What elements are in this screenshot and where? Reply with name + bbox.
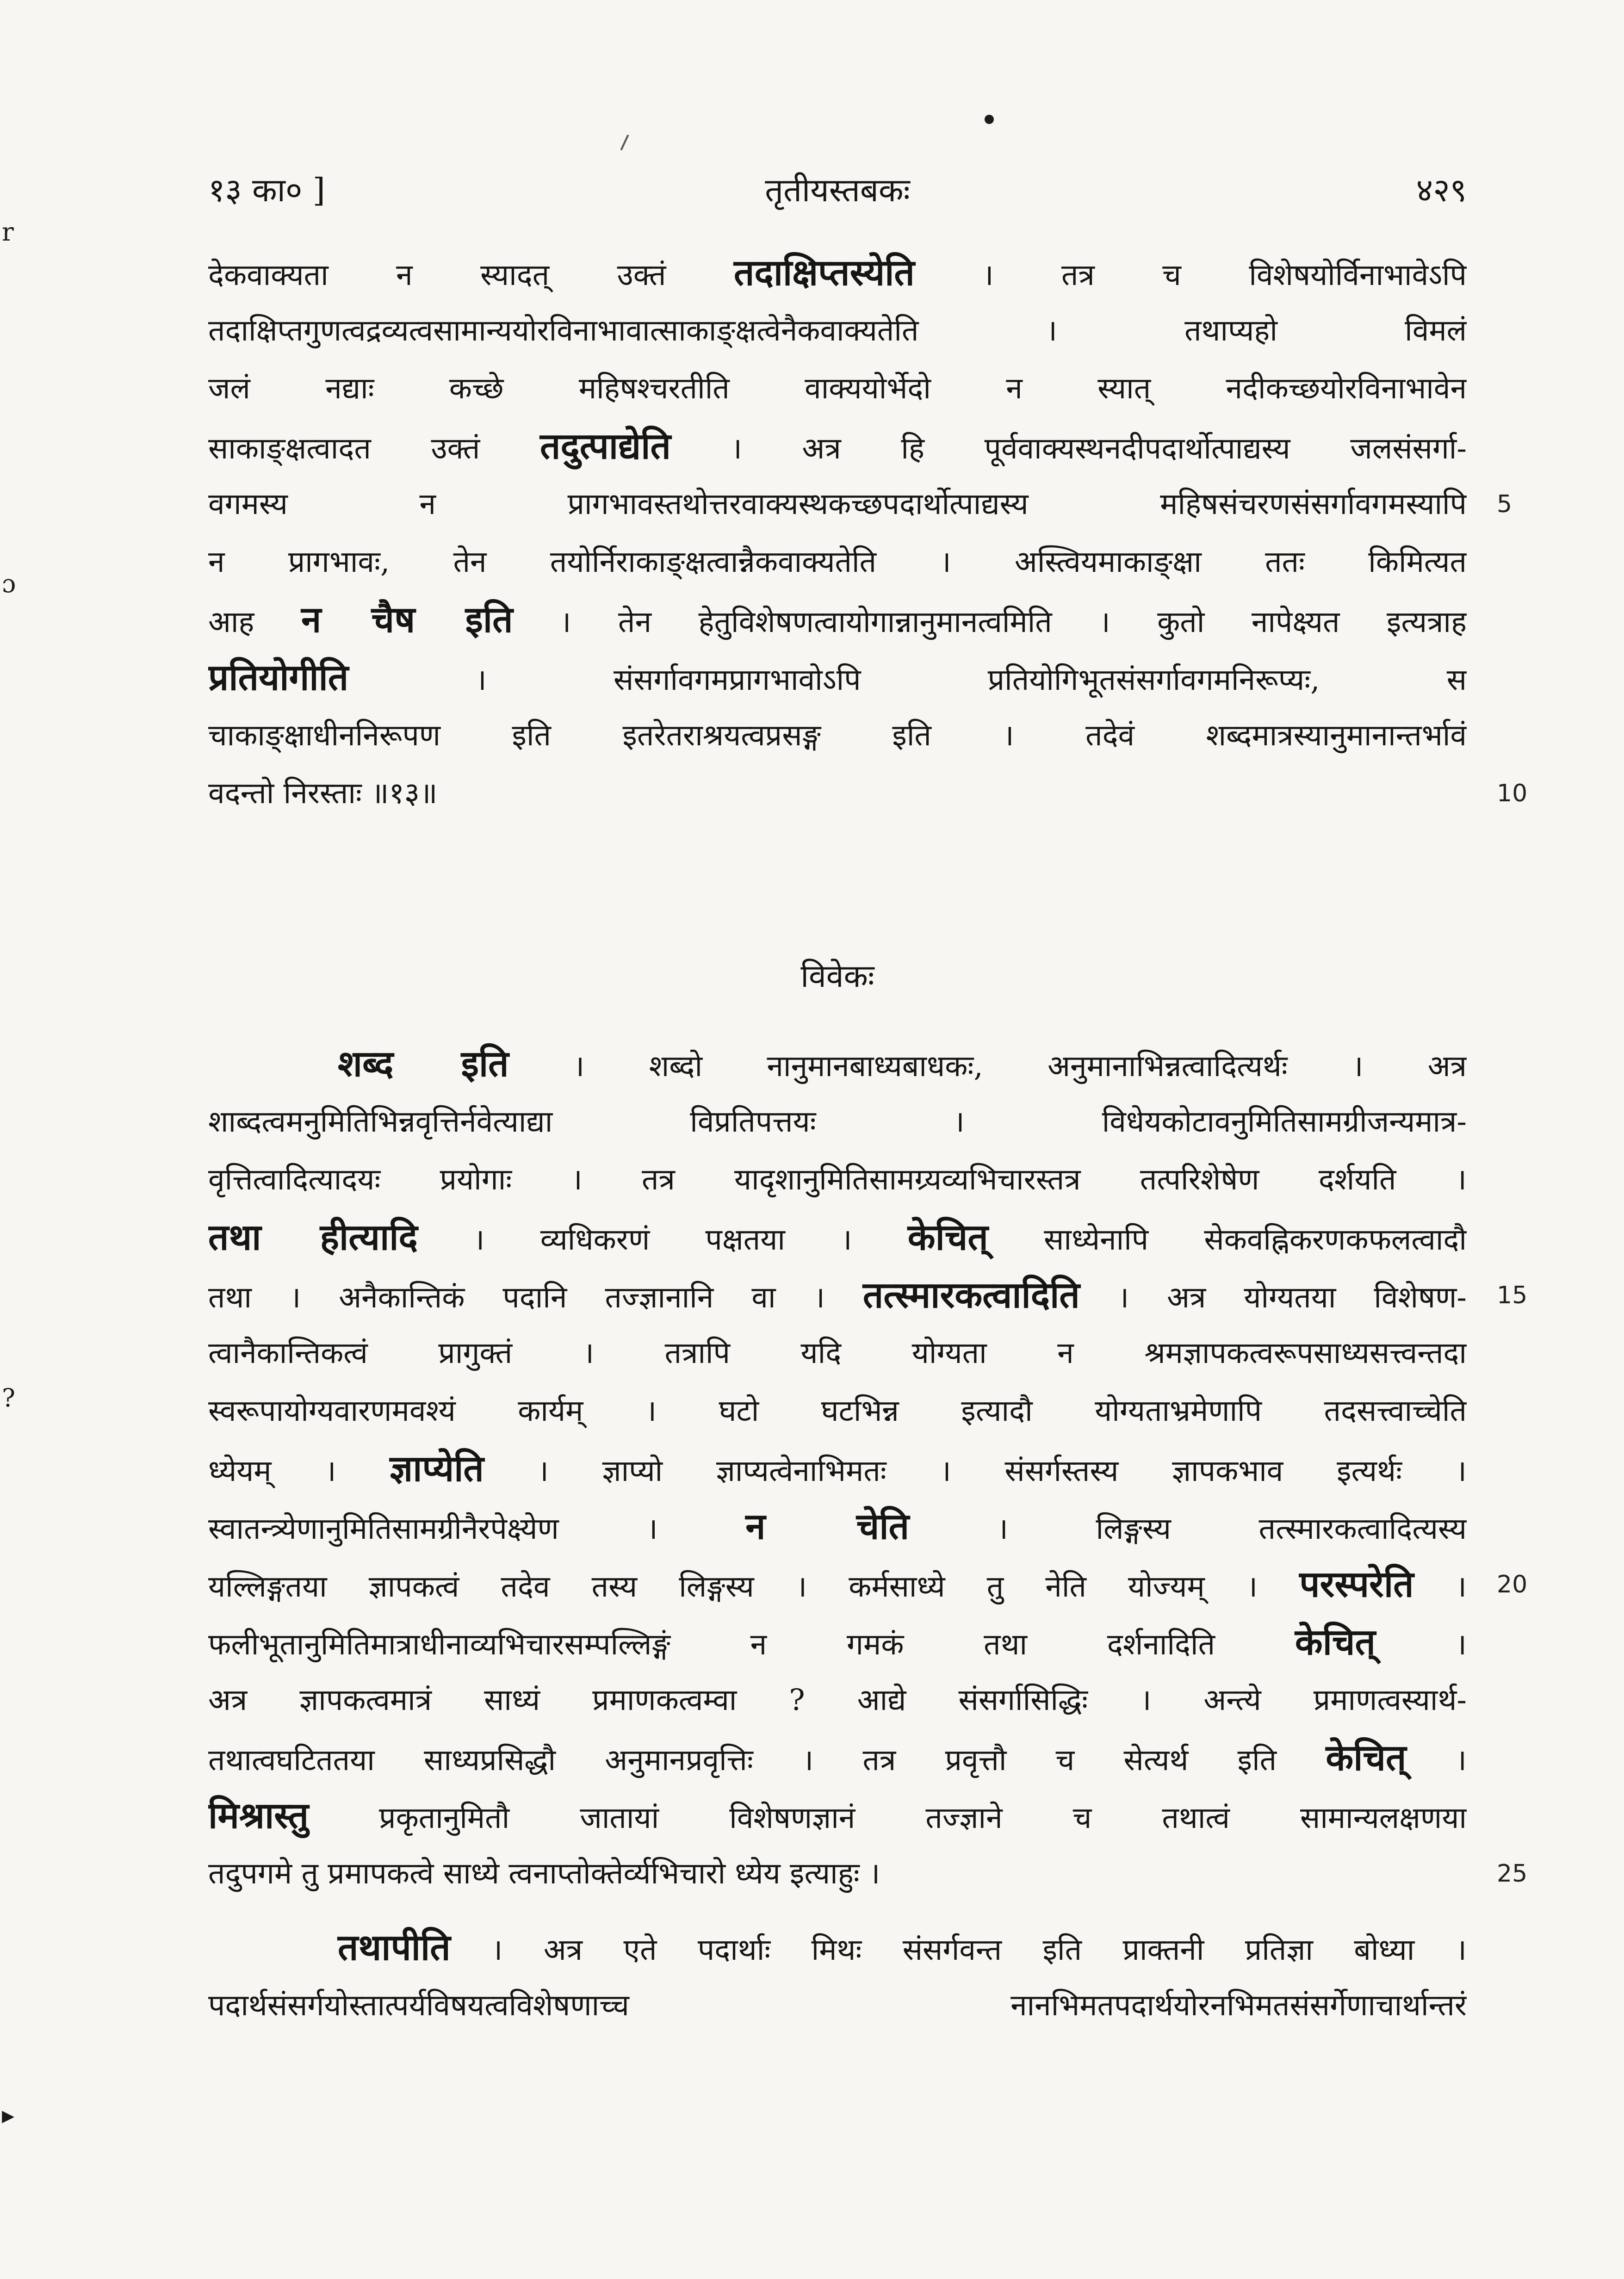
keyword-term: परस्परेति <box>1299 1563 1414 1605</box>
line-number: 10 <box>1497 780 1528 807</box>
keyword-term: तत्स्मारकत्वादिति <box>862 1274 1080 1316</box>
keyword-term: मिश्रास्तु <box>208 1795 309 1837</box>
text-run: । <box>1375 1628 1467 1662</box>
text-run: । अत्र योग्यतया विशेषण- <box>1079 1281 1467 1315</box>
keyword-term: प्रतियोगीति <box>208 656 349 699</box>
text-run: । शब्दो नानुमानबाध्यबाधकः, अनुमानाभिन्नत्वादित्यर्थः । अत्र <box>508 1049 1467 1084</box>
text-run: । तत्र च विशेषयोर्विनाभावेऽपि <box>914 258 1467 292</box>
text-line <box>208 1730 1467 1786</box>
text-line <box>208 1615 1467 1670</box>
text-line <box>208 592 1467 648</box>
text-run: अत्र ज्ञापकत्वमात्रं साध्यं प्रमाणकत्वम्वा ? आद्ये संसर्गासिद्धिः । अन्त्ये प्रमाणत्वस्यार्थ- <box>208 1683 1467 1717</box>
text-line <box>208 1978 1467 2033</box>
header-title: तृतीयस्तबकः <box>765 171 910 209</box>
text-line <box>208 303 1467 359</box>
text-run: । <box>1413 1570 1467 1604</box>
page-number: ४२९ <box>1416 171 1467 209</box>
text-line <box>208 477 1467 532</box>
text-line <box>208 1499 1467 1554</box>
text-run: वृत्तित्वादित्यादयः प्रयोगाः । तत्र यादृशानुमितिसामग्र्यव्यभिचारस्तत्र तत्परिशेषेण दर्शयति । <box>208 1163 1467 1197</box>
text-run: आह <box>208 605 301 639</box>
text-run: प्रकृतानुमितौ जातायां विशेषणज्ञानं तज्ज्ञाने च तथात्वं सामान्यलक्षणया <box>309 1801 1467 1835</box>
text-run: । ज्ञाप्यो ज्ञाप्यत्वेनाभिमतः । संसर्गस्तस्य ज्ञापकभाव इत्यर्थः । <box>483 1454 1467 1488</box>
text-run: तथा । अनैकान्तिकं पदानि तज्ज्ञानानि वा । <box>208 1281 863 1315</box>
text-run: साध्येनापि सेकवह्निकरणकफलत्वादौ <box>988 1223 1467 1257</box>
text-run: यल्लिङ्गतया ज्ञापकत्वं तदेव तस्य लिङ्गस्य । कर्मसाध्ये तु नेति योज्यम् । <box>208 1570 1300 1604</box>
text-run: शाब्दत्वमनुमितिभिन्नवृत्तिर्नवेत्याद्या विप्रतिपत्तयः । विधेयकोटावनुमितिसामग्रीजन्यमात्र- <box>208 1105 1467 1139</box>
text-run: स्वरूपायोग्यवारणमवश्यं कार्यम् । घटो घटभिन्न इत्यादौ योग्यताभ्रमेणापि तदसत्त्वाच्चेति <box>208 1394 1467 1428</box>
text-run: ध्येयम् । <box>208 1454 390 1488</box>
keyword-term: केचित् <box>1326 1737 1407 1779</box>
ink-tick <box>620 135 629 150</box>
text-line <box>208 1557 1467 1612</box>
text-run: पदार्थसंसर्गयोस्तात्पर्यविषयत्वविशेषणाच्च नानभिमतपदार्थयोरनभिमतसंसर्गेणाचार्थान्तरं <box>208 1988 1467 2023</box>
keyword-term: तथा हीत्यादि <box>208 1216 418 1258</box>
text-line <box>208 245 1467 301</box>
text-run: । संसर्गावगमप्रागभावोऽपि प्रतियोगिभूतसंसर्गावगमनिरूप्यः, स <box>348 663 1467 697</box>
line-number: 20 <box>1497 1571 1528 1598</box>
text-run: चाकाङ्क्षाधीननिरूपण इति इतरेतराश्रयत्वप्रसङ्ग इति । तदेवं शब्दमात्रस्यानुमानान्तर्भावं <box>208 718 1467 753</box>
header-chapter: १३ का० ] <box>208 171 325 209</box>
text-run: त्वानैकान्तिकत्वं प्रागुक्तं । तत्रापि यदि योग्यता न श्रमज्ञापकत्वरूपसाध्यसत्त्वन्तदा <box>208 1336 1467 1370</box>
text-run: । अत्र एते पदार्थाः मिथः संसर्गवन्त इति प्राक्तनी प्रतिज्ञा बोध्या । <box>450 1933 1467 1967</box>
margin-mark: ? <box>2 1383 15 1412</box>
keyword-term: केचित् <box>907 1216 988 1258</box>
text-run: फलीभूतानुमितिमात्राधीनाव्यभिचारसम्पल्लिङ्गं न गमकं तथा दर्शनादिति <box>208 1628 1295 1662</box>
text-line <box>208 1325 1467 1381</box>
text-line <box>208 1094 1467 1150</box>
text-run: वदन्तो निरस्ताः ॥१३॥ <box>208 776 438 811</box>
keyword-term: न चैष इति <box>301 599 513 641</box>
text-line <box>208 419 1467 474</box>
section-heading: विवेकः <box>800 958 874 995</box>
text-run: । तेन हेतुविशेषणत्वायोगान्नानुमानत्वमिति । कुतो नापेक्ष्यत इत्यत्राह <box>513 605 1467 639</box>
text-line <box>208 1383 1467 1439</box>
text-line <box>208 1846 1467 1901</box>
text-line <box>208 650 1467 706</box>
keyword-term: न चेति <box>745 1505 910 1548</box>
text-line <box>208 534 1467 590</box>
text-run: देकवाक्यता न स्यादत् उक्तं <box>208 258 734 292</box>
text-run: जलं नद्याः कच्छे महिषश्चरतीति वाक्ययोर्भेदो न स्यात् नदीकच्छयोरविनाभावेन <box>208 372 1467 406</box>
text-line <box>208 1441 1467 1497</box>
text-line <box>208 708 1467 763</box>
text-line <box>208 766 1467 821</box>
running-header <box>208 167 1467 217</box>
keyword-term: तदाक्षिप्तस्येति <box>733 252 915 294</box>
text-run: साकाङ्क्षत्वादत उक्तं <box>208 432 540 466</box>
margin-mark: ɔ <box>2 569 16 598</box>
text-run: तदाक्षिप्तगुणत्वद्रव्यत्वसामान्ययोरविनाभावात्साकाङ्क्षत्वेनैकवाक्यतेति । तथाप्यहो विमलं <box>208 314 1467 348</box>
keyword-term: तथापीति <box>338 1926 451 1969</box>
text-run: न प्रागभावः, तेन तयोर्निराकाङ्क्षत्वान्नैकवाक्यतेति । अस्त्वियमाकाङ्क्षा ततः किमित्यत <box>208 545 1467 579</box>
text-line <box>208 1920 1467 1976</box>
keyword-term: तदुत्पाद्येति <box>540 425 671 467</box>
keyword-term: केचित् <box>1295 1621 1376 1663</box>
ink-dot <box>985 115 994 124</box>
margin-mark: r <box>2 217 14 247</box>
text-line <box>208 1268 1467 1323</box>
line-number: 5 <box>1497 490 1512 518</box>
text-line <box>208 1788 1467 1844</box>
keyword-term: ज्ञाप्येति <box>390 1448 484 1490</box>
line-number: 25 <box>1497 1860 1528 1888</box>
text-line <box>208 361 1467 416</box>
keyword-term: शब्द इति <box>338 1043 509 1085</box>
text-run: स्वातन्त्र्येणानुमितिसामग्रीनैरपेक्ष्येण । <box>208 1512 746 1546</box>
text-line <box>208 1036 1467 1092</box>
text-run: तदुपगमे तु प्रमापकत्वे साध्ये त्वनाप्तोक्तेर्व्यभिचारो ध्येय इत्याहुः । <box>208 1857 880 1891</box>
text-line <box>208 1672 1467 1728</box>
text-run: । <box>1406 1743 1467 1777</box>
text-line <box>208 1210 1467 1265</box>
text-run: तथात्वघटिततया साध्यप्रसिद्धौ अनुमानप्रवृत्तिः । तत्र प्रवृत्तौ च सेत्यर्थ इति <box>208 1743 1326 1777</box>
text-run: । लिङ्गस्य तत्स्मारकत्वादित्यस्य <box>909 1512 1467 1546</box>
text-run: । अत्र हि पूर्ववाक्यस्थनदीपदार्थोत्पाद्यस्य जलसंसर्गा- <box>670 432 1467 466</box>
line-number: 15 <box>1497 1282 1528 1309</box>
margin-mark: ▸ <box>2 2100 15 2130</box>
text-run: । व्यधिकरणं पक्षतया । <box>417 1223 908 1257</box>
text-run: वगमस्य न प्रागभावस्तथोत्तरवाक्यस्थकच्छपदार्थोत्पाद्यस्य महिषसंचरणसंसर्गावगमस्यापि <box>208 487 1467 521</box>
text-line <box>208 1152 1467 1208</box>
